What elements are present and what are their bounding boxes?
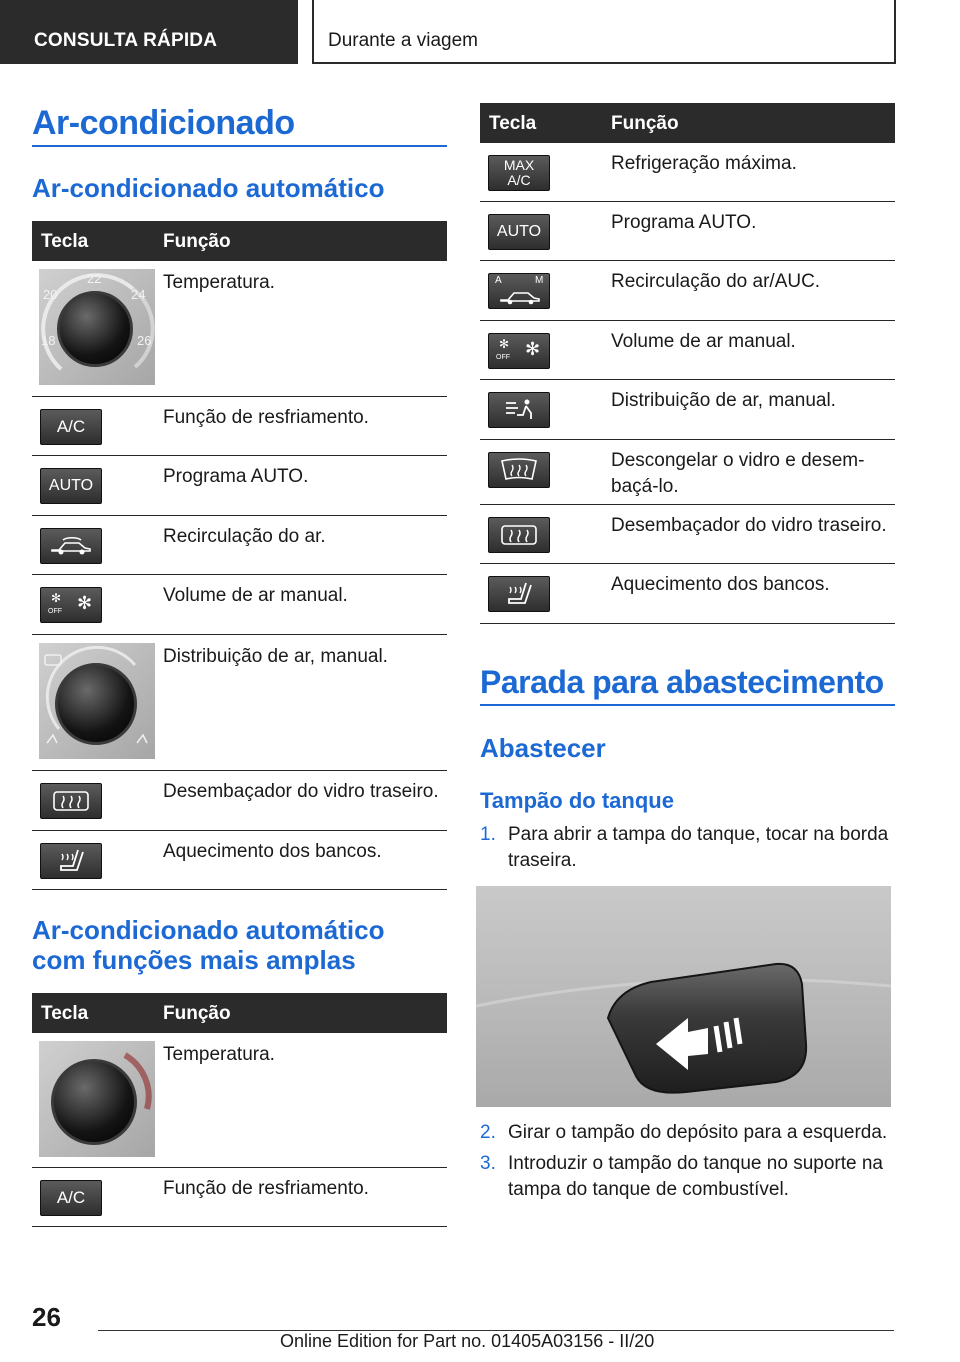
col-key-header: Tecla	[41, 231, 89, 252]
table-row	[32, 635, 447, 771]
table-row	[480, 505, 895, 564]
section-title-refuel: Parada para abastecimento	[480, 664, 884, 700]
knob-label: 20	[43, 287, 58, 302]
function-text: Refrigeração máxima.	[611, 153, 797, 174]
page-number: 26	[32, 1302, 61, 1332]
step-text: Girar o tampão do depósito para a esquerda.	[508, 1122, 888, 1143]
table-header	[32, 221, 447, 261]
function-text: Recirculação do ar/AUC.	[611, 271, 821, 292]
step-number: 3.	[480, 1153, 496, 1174]
chapter-tab: Durante a viagem	[312, 0, 896, 64]
function-text: Programa AUTO.	[163, 466, 309, 487]
function-text: Distribuição de ar, manual.	[163, 646, 388, 667]
col-function-header: Função	[163, 1003, 231, 1024]
knob-label: 26	[137, 333, 152, 348]
step-number: 1.	[480, 824, 496, 845]
table-key-functions	[480, 103, 895, 624]
table-row	[32, 771, 447, 831]
function-text: Volume de ar manual.	[611, 331, 796, 352]
table-row	[480, 321, 895, 380]
air-distribution-icon	[488, 392, 550, 428]
function-text: Desembaçador do vidro traseiro.	[611, 515, 887, 536]
table-row	[32, 575, 447, 635]
col-key-header: Tecla	[489, 113, 537, 134]
fan-icon: ✻ OFF ✻	[40, 587, 102, 623]
heading-fuel-cap: Tampão do tanque	[480, 788, 674, 813]
section-heading-extended-ac-line1: Ar-condicionado automático	[32, 915, 385, 945]
function-text: Função de resfriamento.	[163, 1178, 369, 1199]
table-row	[32, 516, 447, 575]
function-text: Desembaçador do vidro traseiro.	[163, 781, 439, 802]
rear-defrost-icon	[488, 517, 550, 553]
knob-label: 24	[131, 287, 146, 302]
section-tab: CONSULTA RÁPIDA	[0, 0, 298, 64]
table-row	[32, 397, 447, 456]
rear-defrost-icon	[40, 783, 102, 819]
table-auto-ac	[32, 221, 447, 890]
table-row	[32, 1033, 447, 1168]
table-row	[480, 564, 895, 624]
table-row	[480, 380, 895, 440]
function-text: Aquecimento dos bancos.	[163, 841, 382, 862]
function-text: Aquecimento dos bancos.	[611, 574, 830, 595]
table-row	[32, 456, 447, 516]
step-text: Introduzir o tampão do tanque no suporte na tampa do tanque de combustível.	[508, 1153, 883, 1200]
air-distribution-knob-icon	[39, 643, 155, 759]
fuel-flap-photo	[476, 886, 891, 1107]
auto-button-icon: AUTO	[488, 214, 550, 250]
table-row	[480, 202, 895, 261]
table-row	[32, 261, 447, 397]
function-text: Distribuição de ar, manual.	[611, 390, 836, 411]
table-header	[32, 993, 447, 1033]
function-text: Recirculação do ar.	[163, 526, 326, 547]
table-row	[480, 261, 895, 321]
table-row	[32, 1168, 447, 1227]
step-text: Para abrir a tampa do tanque, tocar na borda traseira.	[508, 824, 889, 871]
function-text: Volume de ar manual.	[163, 585, 348, 606]
temperature-knob-icon	[39, 269, 155, 385]
knob-label: 18	[41, 333, 56, 348]
function-text: Programa AUTO.	[611, 212, 757, 233]
auto-button-icon: AUTO	[40, 468, 102, 504]
edition-note: Online Edition for Part no. 01405A03156 - II/20	[280, 1331, 655, 1351]
fan-icon: ✻ OFF ✻	[488, 333, 550, 369]
section-heading-auto-ac: Ar-condicionado automático	[32, 173, 385, 203]
max-ac-button-icon: MAX A/C	[488, 155, 550, 191]
section-heading-extended-ac-line2: com funções mais amplas	[32, 945, 356, 975]
table-row	[32, 831, 447, 890]
title-rule	[480, 704, 895, 706]
recirculation-auc-icon: A M	[488, 273, 550, 309]
knob-label: 22	[87, 271, 102, 286]
col-function-header: Função	[163, 231, 231, 252]
function-text: Temperatura.	[163, 1044, 275, 1065]
step-number: 2.	[480, 1122, 496, 1143]
table-row	[480, 143, 895, 202]
table-row	[480, 440, 895, 505]
table-extended-ac	[32, 993, 447, 1227]
seat-heating-icon	[488, 576, 550, 612]
front-defrost-icon	[488, 452, 550, 488]
function-text: Temperatura.	[163, 272, 275, 293]
recirculation-car-icon	[40, 528, 102, 564]
ac-button-icon: A/C	[40, 1180, 102, 1216]
seat-heating-icon	[40, 843, 102, 879]
col-key-header: Tecla	[41, 1003, 89, 1024]
heading-refuel: Abastecer	[480, 733, 606, 763]
page-title: Ar-condicionado	[32, 104, 295, 142]
function-text: Função de resfriamento.	[163, 407, 369, 428]
ac-button-icon: A/C	[40, 409, 102, 445]
title-rule	[32, 145, 447, 147]
temperature-knob-icon	[39, 1041, 155, 1157]
col-function-header: Função	[611, 113, 679, 134]
function-text: Descongelar o vidro e desem- baçá-lo.	[611, 450, 865, 497]
table-header	[480, 103, 895, 143]
